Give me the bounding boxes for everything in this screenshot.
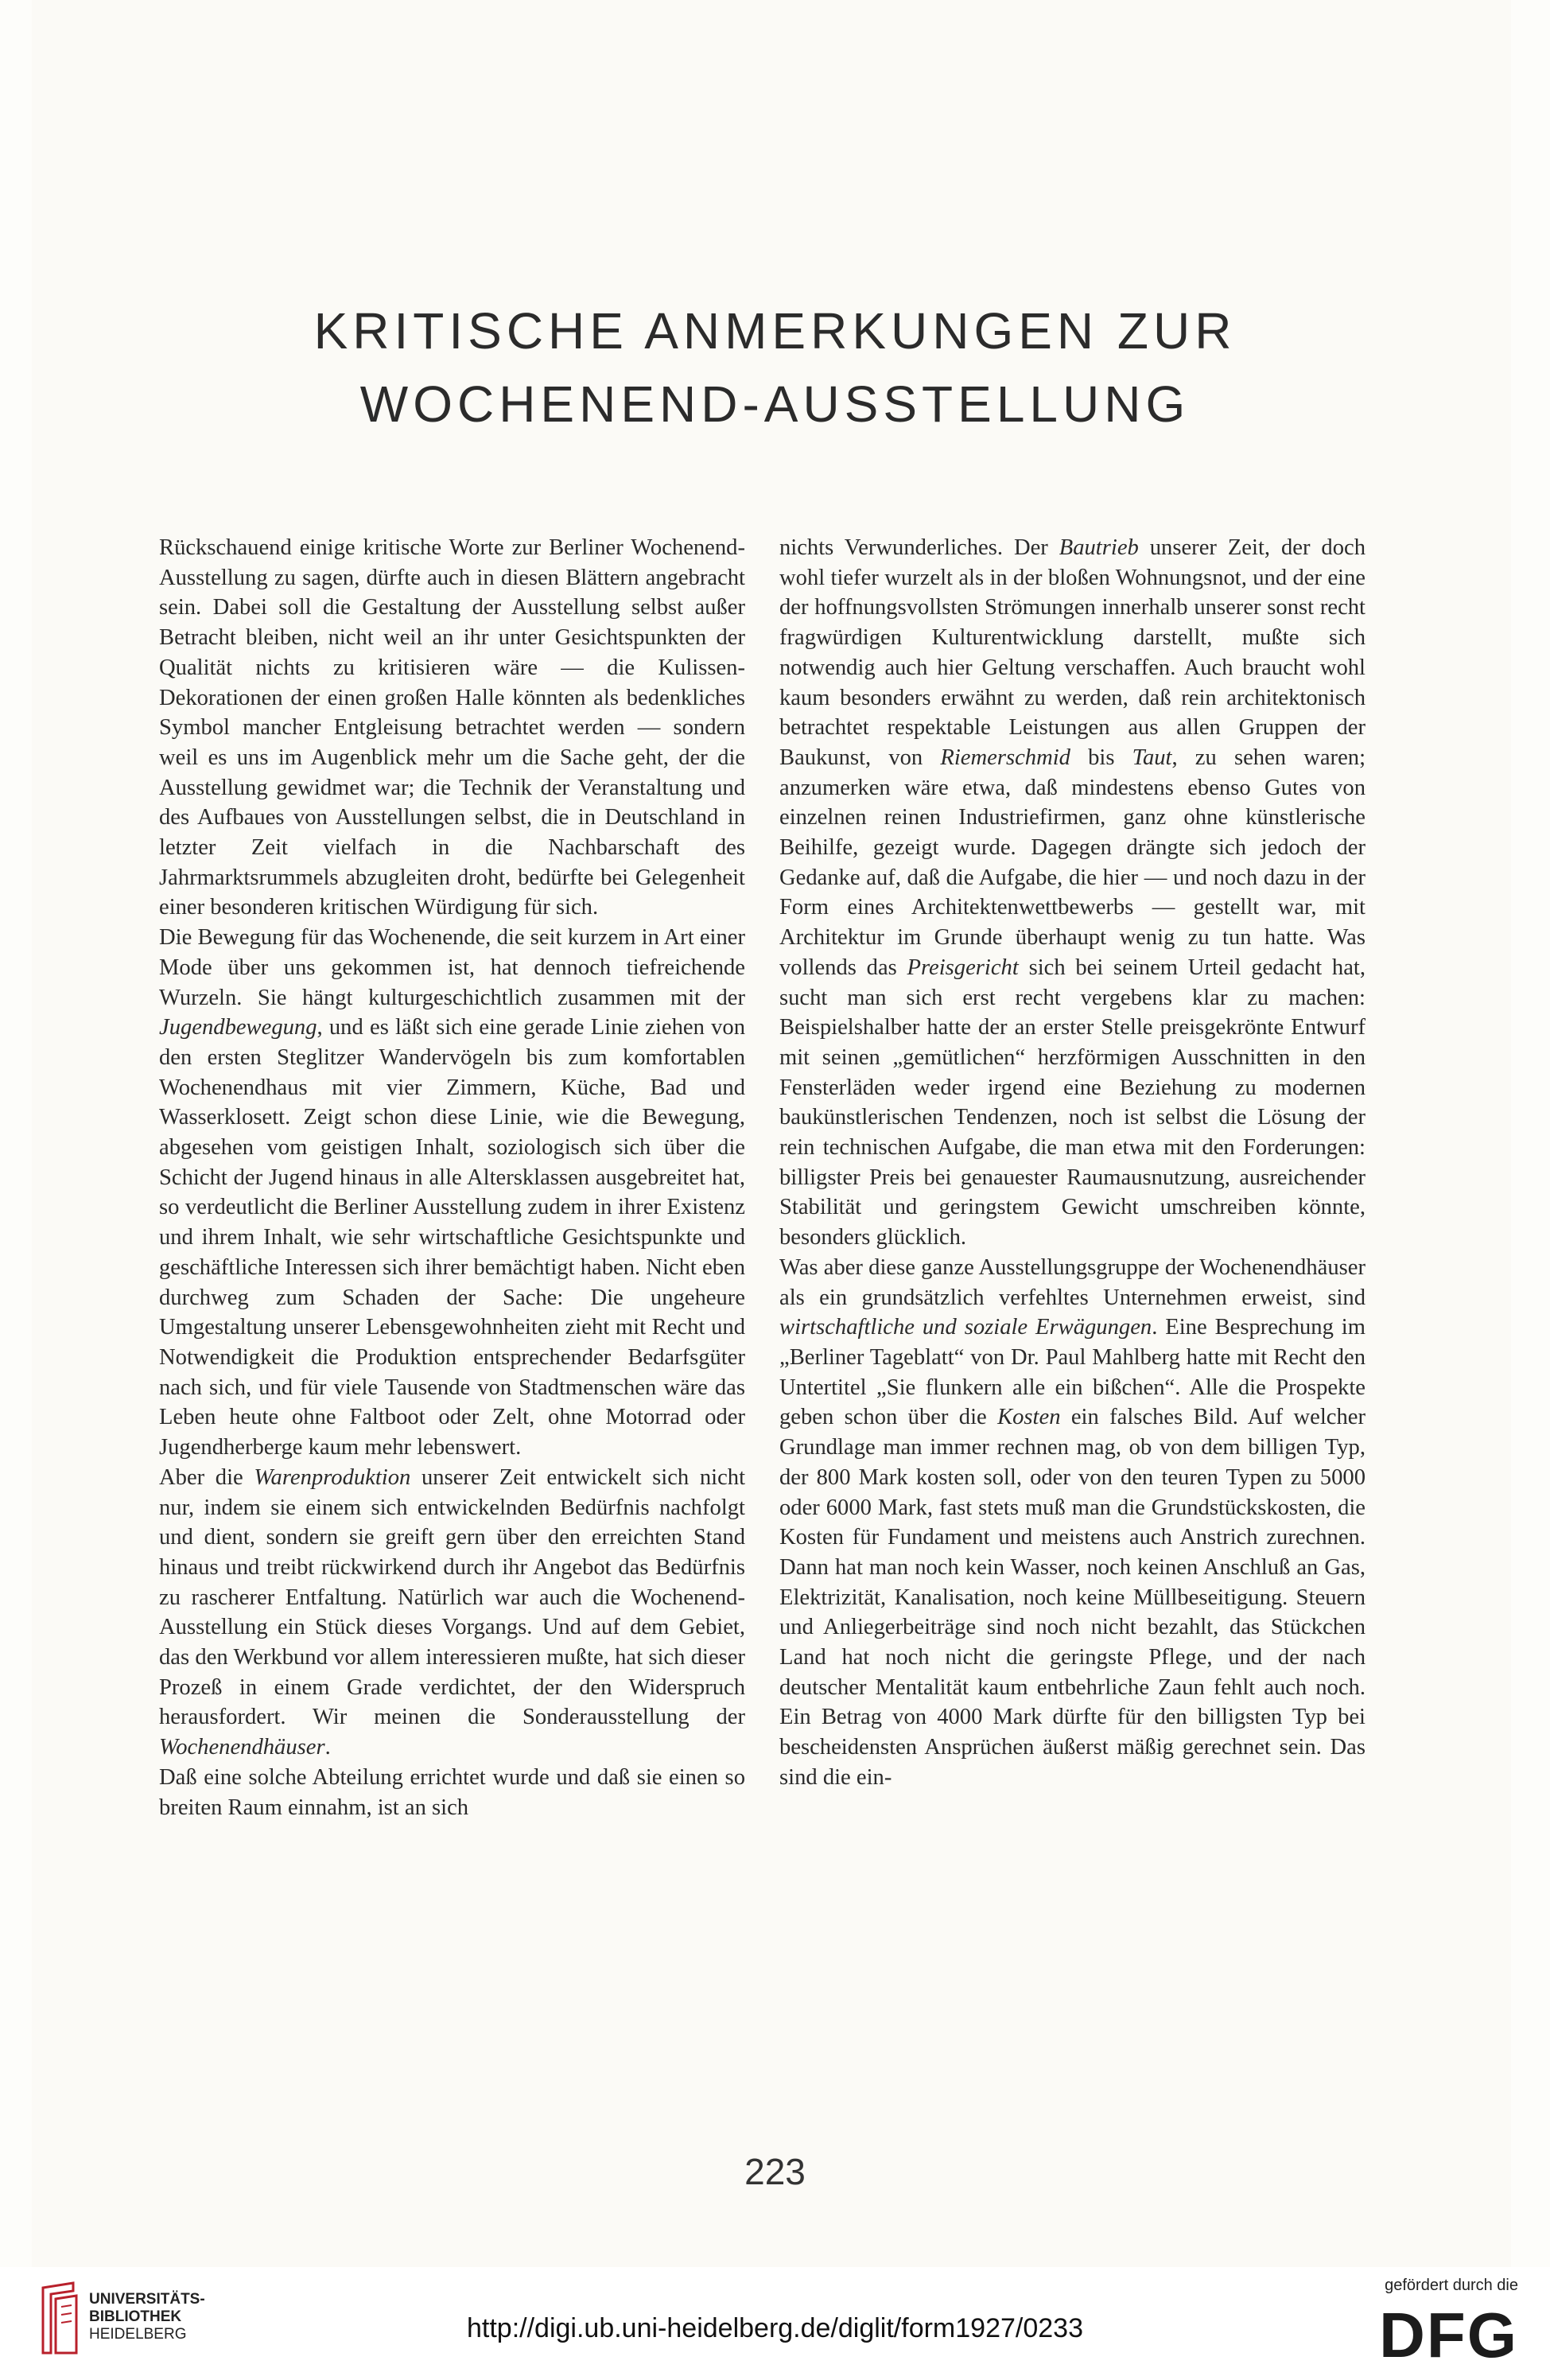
emphasis: Riemerschmid (940, 745, 1070, 770)
title-line-2: WOCHENEND-AUSSTELLUNG (359, 375, 1191, 433)
paragraph-text: , zu sehen waren; anzumerken wäre etwa, daß mindestens ebenso Gutes von einzelnen reinen Industriefirmen, ganz ohne künstlerische Beihilfe, gezeigt wurde. Dagegen drängte sich jedoch der Gedanke auf, daß die Aufgabe, die hier — und noch dazu in der Form eines Architektenwettbewerbs — gestellt war, mit Architektur im Grunde überhaupt wenig zu tun hatte. Was vollends das (779, 745, 1366, 980)
paragraph (159, 1763, 745, 1822)
emphasis: Preisgericht (907, 955, 1019, 980)
library-name-line: UNIVERSITÄTS- (89, 2291, 205, 2308)
paragraph-text: Was aber diese ganze Ausstellungsgruppe der Wochenendhäuser als ein grundsätzlich verfehltes Unternehmen erweist, sind (779, 1254, 1365, 1310)
emphasis: Warenproduktion (254, 1464, 411, 1490)
paragraph-text: , und es läßt sich eine gerade Linie ziehen von den ersten Steglitzer Wandervögeln bis zum komfortablen Wochenendhaus mit vier Zimmern, Küche, Bad und Wasserklosett. Zeigt schon diese Linie, wie die Bewegung, abgesehen vom geistigen Inhalt, soziologisch sich über die Schicht der Jugend hinaus in alle Altersklassen ausgebreitet hat, so verdeutlicht die Berliner Ausstellung zudem in ihrer Existenz und ihrem Inhalt, wie sehr wirtschaftliche Gesichtspunkte und geschäftliche Interessen sich ihrer bemächtigt haben. Nicht eben durchweg zum Schaden der Sache: Die ungeheure Umgestaltung unserer Lebensgewohnheiten zieht mit Recht und Notwendigkeit die Produktion entsprechender Bedarfsgüter nach sich, und für viele Tausende von Stadtmenschen wäre das Leben heute ohne Faltboot oder Zelt, ohne Motorrad oder Jugendherberge kaum mehr lebenswert. (159, 1015, 745, 1460)
library-name-line: HEIDELBERG (89, 2326, 187, 2343)
left-column (159, 533, 745, 1822)
paragraph-text: unserer Zeit entwickelt sich nicht nur, indem sie einem sich entwickelnden Bedürfnis nachfolgt und dient, sondern sie greift gern über den erreichten Stand hinaus und treibt rückwirkend durch ihr Angebot das Bedürfnis zu rascherer Entfaltung. Natürlich war auch die Wochenend-Ausstellung ein Stück dieses Vorgangs. Und auf dem Gebiet, das den Werkbund vor allem interessieren mußte, hat sich dieser Prozeß in einem Grade verdichtet, der den Widerspruch herausfordert. Wir meinen die Sonderausstellung der (159, 1464, 746, 1730)
paragraph-text: . (324, 1735, 331, 1760)
paragraph (779, 1253, 1365, 1793)
emphasis: wirtschaftliche und soziale Erwägungen (779, 1315, 1152, 1340)
right-column (779, 533, 1365, 1793)
paragraph-text: Aber die (159, 1464, 254, 1490)
dfg-logo-icon: DFG (1379, 2300, 1518, 2370)
paragraph-text: Die Bewegung für das Wochenende, die seit kurzem in Art einer Mode über uns gekommen ist, hat dennoch tiefreichende Wurzeln. Sie hängt kulturgeschichtlich zusammen mit der (159, 925, 745, 1010)
paragraph (159, 1463, 745, 1763)
paragraph (779, 533, 1365, 1253)
emphasis: Kosten (997, 1405, 1061, 1430)
funding-note: gefördert durch die (1385, 2277, 1518, 2294)
paragraph-text: nichts Verwunderliches. Der (779, 535, 1059, 560)
library-name-line: BIBLIOTHEK (89, 2308, 182, 2325)
paragraph-text: sich bei seinem Urteil gedacht hat, sucht man sich erst recht vergebens klar zu machen: Beispielshalber hatte der an erster Stelle preisgekrönte Entwurf mit seinen „gemütlichen“ herzförmigen Ausschnitten in den Fensterläden weder irgend eine Beziehung zu modernen baukünstlerischen Tendenzen, noch ist selbst die Lösung der rein technischen Aufgabe, die man etwa mit den Forderungen: billigster Preis bei genauester Raumausnutzung, ausreichender Stabilität und geringstem Gewicht umschreiben könnte, besonders glücklich. (779, 955, 1365, 1250)
paragraph-text: Daß eine solche Abteilung errichtet wurde und daß sie einen so breiten Raum einnahm, ist an sich (159, 1764, 745, 1820)
page-number: 223 (744, 2151, 806, 2192)
paragraph-text: . Eine Besprechung im „Berliner Tageblatt“ von Dr. Paul Mahlberg hatte mit Recht den Untertitel „Sie flunkern alle ein bißchen“. Alle die Prospekte geben schon über die (779, 1315, 1365, 1430)
source-url-link[interactable]: http://digi.ub.uni-heidelberg.de/diglit/form1927/0233 (467, 2313, 1083, 2343)
paragraph-text: unserer Zeit, der doch wohl tiefer wurzelt als in der bloßen Wohnungsnot, und der eine der hoffnungsvollsten Strömungen innerhalb unserer sonst recht fragwürdigen Kulturentwicklung darstellt, mußte sich notwendig auch hier Geltung verschaffen. Auch braucht wohl kaum besonders erwähnt zu werden, daß rein architektonisch betrachtet respektable Leistungen aus allen Gruppen der Baukunst, von (779, 535, 1365, 770)
paragraph-text: Rückschauend einige kritische Worte zur Berliner Wochenend-Ausstellung zu sagen, dürfte auch in diesen Blättern angebracht sein. Dabei soll die Gestaltung der Ausstellung selbst außer Betracht bleiben, nicht weil an ihr unter Gesichtspunkten der Qualität nichts zu kritisieren wäre — die Kulissen-Dekorationen der einen großen Halle könnten als bedenkliches Symbol mancher Entgleisung betrachtet werden — sondern weil es uns im Augenblick mehr um die Sache geht, der die Ausstellung gewidmet war; die Technik der Veranstaltung und des Aufbaues von Ausstellungen selbst, die in Deutschland in letzter Zeit vielfach in die Nachbarschaft des Jahrmarktsrummels abzugleiten droht, bedürfte bei Gelegenheit einer besonderen kritischen Würdigung für sich. (159, 535, 745, 920)
emphasis: Jugendbewegung (159, 1015, 317, 1040)
article-title (0, 294, 1550, 441)
emphasis: Wochenendhäuser (159, 1735, 325, 1760)
title-line-1: KRITISCHE ANMERKUNGEN ZUR (313, 302, 1237, 360)
paragraph (159, 923, 745, 1463)
paragraph-text: ein falsches Bild. Auf welcher Grundlage man immer rechnen mag, ob von dem billigen Typ, der 800 Mark kosten soll, oder von den teuren Typen zu 5000 oder 6000 Mark, fast stets muß man die Grundstückskosten, die Kosten für Fundament und meistens auch Anstrich zurechnen. Dann hat man noch kein Wasser, noch keinen Anschluß an Gas, Elektrizität, Kanalisation, noch keine Müllbeseitigung. Steuern und Anliegerbeiträge sind noch nicht bezahlt, das Stückchen Land hat noch nicht die geringste Pflege, und der nach deutscher Mentalität kaum entbehrliche Zaun fehlt auch noch. Ein Betrag von 4000 Mark dürfte für den billigsten Typ bei bescheidensten Ansprüchen äußerst mäßig gerechnet sein. Das sind die ein- (779, 1405, 1365, 1790)
paragraph-text: bis (1070, 745, 1132, 770)
emphasis: Bautrieb (1059, 535, 1139, 560)
emphasis: Taut (1132, 745, 1172, 770)
paragraph (159, 533, 745, 923)
